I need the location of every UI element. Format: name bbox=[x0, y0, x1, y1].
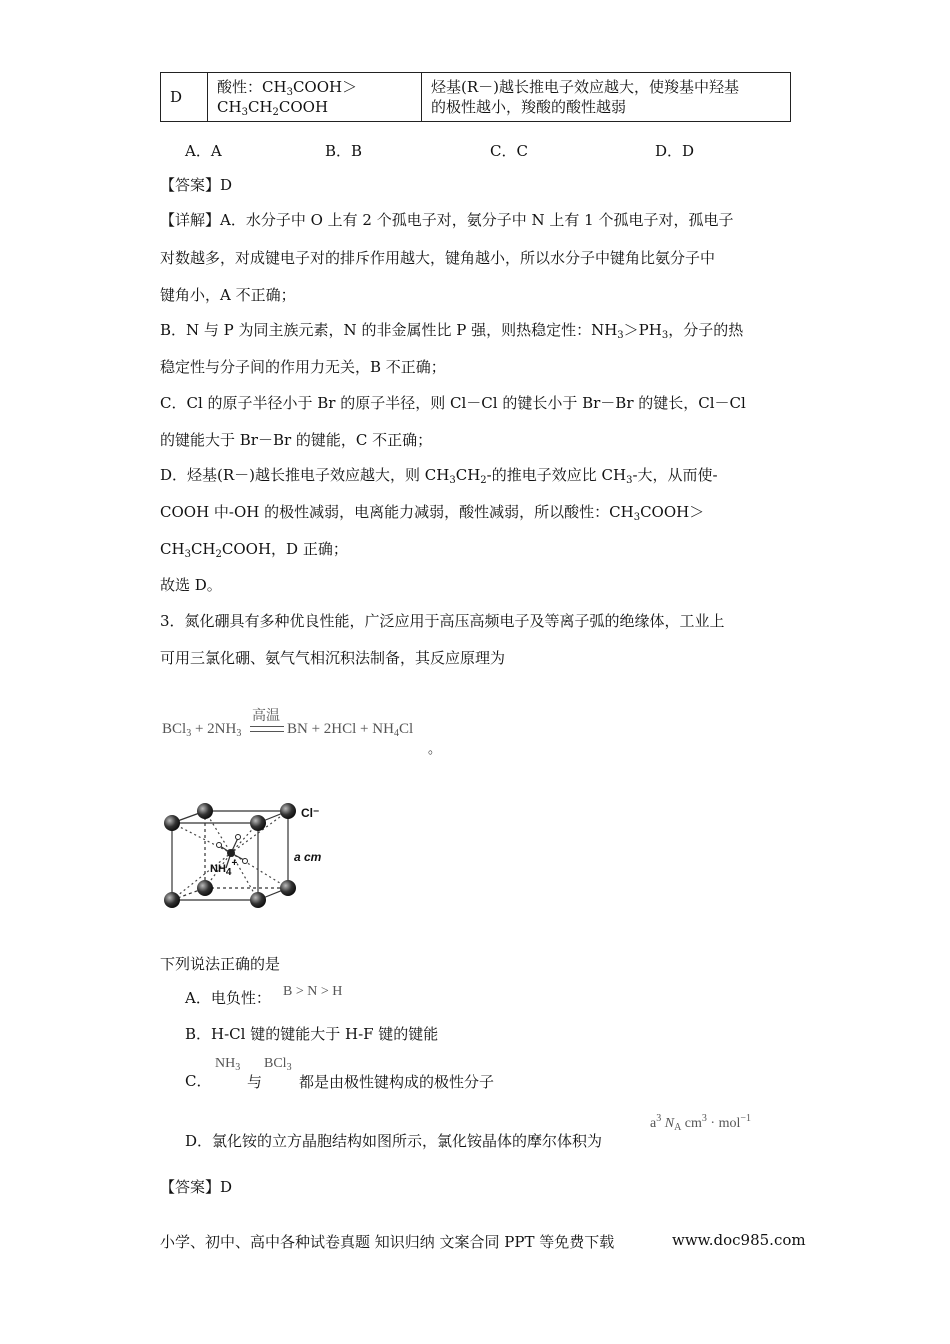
table-row bbox=[161, 73, 791, 122]
detail-line: COOH 中-OH 的极性减弱，电离能力减弱，酸性减弱，所以酸性：$CH_3COOH>$ bbox=[160, 503, 705, 523]
reaction-condition: 高温 bbox=[252, 709, 280, 724]
ammonium-label: $NH_4^+$ bbox=[210, 858, 238, 878]
option-statement: 酸性：$CH_3COOH>$ $CH_3CH_2COOH$ bbox=[208, 73, 422, 122]
option-a: A．电负性： bbox=[185, 989, 271, 1007]
footer-link[interactable]: www.doc985.com bbox=[672, 1231, 806, 1249]
option-b: B．H-Cl 键的键能大于 H-F 键的键能 bbox=[185, 1025, 439, 1043]
detail-line: C．Cl 的原子半径小于 Br 的原子半径，则 Cl－Cl 的键长小于 Br－Br 的键长，Cl－Cl bbox=[160, 394, 746, 412]
detail-line: 对数越多，对成键电子对的排斥作用越大，键角越小，所以水分子中键角比氨分子中 bbox=[160, 249, 716, 267]
detail-line: 【详解】A．水分子中 O 上有 2 个孤电子对，氨分子中 N 上有 1 个孤电子对，孤电子 bbox=[160, 211, 734, 229]
question-prompt: 下列说法正确的是 bbox=[160, 955, 281, 973]
detail-line: $CH_3CH_2COOH$，D 正确； bbox=[160, 540, 348, 560]
option-c-bcl3: BCl$_3$ bbox=[264, 1056, 292, 1073]
chloride-label: Cl⁻ bbox=[301, 806, 320, 820]
choice-c: C．C bbox=[490, 142, 528, 160]
option-d: D．氯化铵的立方晶胞结构如图所示，氯化铵晶体的摩尔体积为 bbox=[185, 1132, 603, 1150]
question-text: 可用三氯化硼、氨气气相沉积法制备，其反应原理为 bbox=[160, 649, 506, 667]
equals-sign bbox=[250, 726, 284, 732]
detail-line: 故选 D。 bbox=[160, 576, 222, 594]
detail-line: 的键能大于 Br－Br 的键能，C 不正确； bbox=[160, 431, 433, 449]
option-c-text: 都是由极性键构成的极性分子 bbox=[299, 1073, 495, 1091]
edge-length-label: a cm bbox=[294, 850, 322, 864]
reaction-equation-right: BN + $2HCl + NH_4Cl$ bbox=[287, 721, 414, 739]
choice-d: D．D bbox=[655, 142, 695, 160]
answer-label: 【答案】D bbox=[160, 176, 233, 194]
footer-text: 小学、初中、高中各种试卷真题 知识归纳 文案合同 PPT 等免费下载 bbox=[160, 1233, 615, 1251]
detail-line: 稳定性与分子间的作用力无关，B 不正确； bbox=[160, 358, 446, 376]
reaction-equation-left: $BCl_3 + 2NH_3$ bbox=[162, 721, 242, 739]
choice-a: A．A bbox=[185, 142, 222, 160]
detail-line: 键角小，A 不正确； bbox=[160, 286, 296, 304]
option-c-label: C． bbox=[185, 1072, 212, 1090]
detail-line: B．N 与 P 为同主族元素，N 的非金属性比 P 强，则热稳定性：$NH_3>PH_3$，分子的热 bbox=[160, 321, 744, 341]
question-text: 3．氮化硼具有多种优良性能，广泛应用于高压高频电子及等离子弧的绝缘体，工业上 bbox=[160, 612, 725, 630]
equation-period: 。 bbox=[428, 742, 442, 757]
detail-line: D．烃基(R－)越长推电子效应越大，则 $CH_3CH_2-$的推电子效应比 $CH_3-$大，从而使- bbox=[160, 466, 718, 486]
option-c-with: 与 bbox=[247, 1073, 263, 1091]
choice-b: B．B bbox=[325, 142, 363, 160]
option-reason: 烃基(R－)越长推电子效应越大，使羧基中羟基 的极性越小，羧酸的酸性越弱 bbox=[422, 73, 791, 122]
option-table bbox=[160, 72, 791, 122]
option-c-nh3: $NH_3$ bbox=[215, 1056, 241, 1073]
option-letter: D bbox=[161, 73, 208, 122]
option-d-formula: $a^3$ $N_A$ $cm^3 \cdot mol^{-1}$ bbox=[650, 1113, 751, 1133]
answer-label: 【答案】D bbox=[160, 1178, 233, 1196]
option-a-expression: B > N > H bbox=[283, 984, 343, 999]
